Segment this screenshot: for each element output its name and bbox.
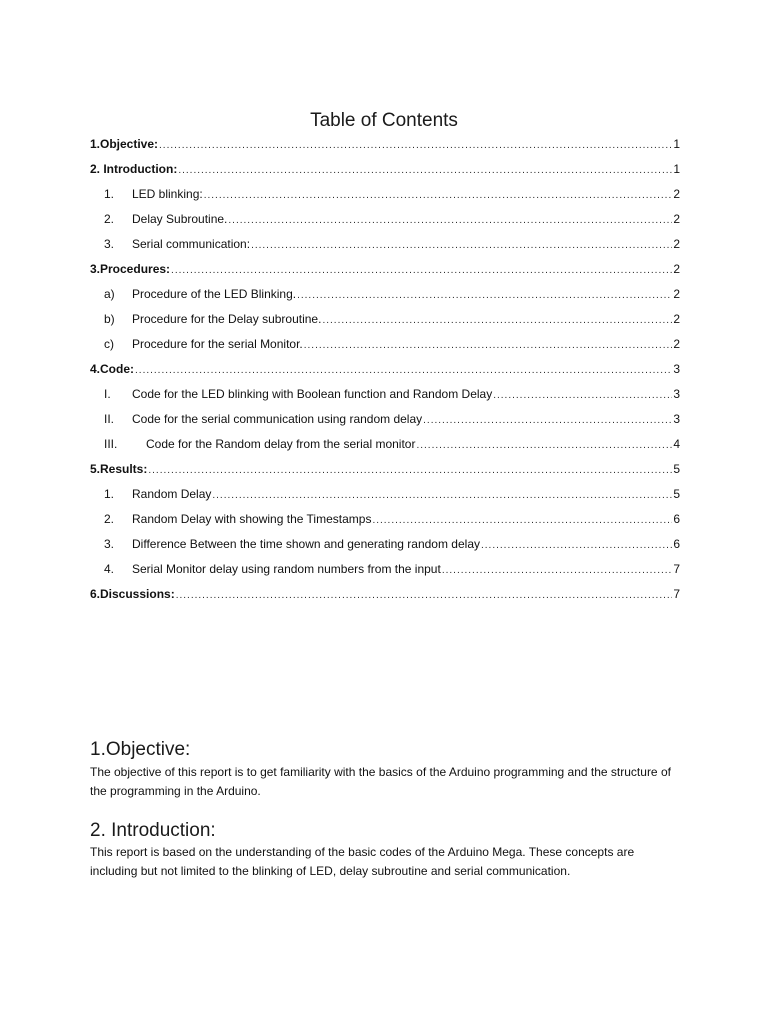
toc-dot-leader [176,583,673,608]
toc-entry-text: 4.Code: [90,362,135,376]
toc-dot-leader [297,283,672,308]
toc-dot-leader [148,458,672,483]
toc-dot-leader [171,258,672,283]
toc-entry-marker: b) [104,312,115,326]
toc-page-number: 2 [673,312,680,326]
toc-dot-leader [204,183,673,208]
toc-page-number: 5 [673,462,680,476]
toc-entry-text: Procedure for the serial Monitor. [132,337,303,351]
toc-entry-marker: 2. [104,212,115,226]
toc-entry-text: Random Delay [132,487,212,501]
toc-entry[interactable] [90,232,680,257]
toc-page-number: 3 [673,387,680,401]
toc-entry[interactable] [90,282,680,307]
toc-entry-text: LED blinking: [132,187,203,201]
toc-list [90,132,680,607]
toc-dot-leader [178,158,672,183]
toc-dot-leader [442,558,672,583]
toc-title: Table of Contents [310,110,458,131]
toc-entry-text: Procedure of the LED Blinking. [132,287,297,301]
toc-entry[interactable] [90,132,680,157]
toc-page-number: 6 [673,512,680,526]
toc-dot-leader [135,358,672,383]
toc-entry-marker: 3. [104,537,115,551]
toc-entry-marker: I. [104,387,111,401]
toc-entry[interactable] [90,307,680,332]
toc-entry[interactable] [90,457,680,482]
toc-entry-marker: II. [104,412,115,426]
toc-entry-marker: 1. [104,187,115,201]
toc-entry[interactable] [90,357,680,382]
toc-page-number: 7 [673,562,680,576]
toc-entry[interactable] [90,532,680,557]
toc-entry-text: Code for the LED blinking with Boolean function and Random Delay [132,387,493,401]
toc-page-number: 1 [673,162,680,176]
toc-entry[interactable] [90,407,680,432]
toc-entry[interactable] [90,332,680,357]
toc-entry-text: 6.Discussions: [90,587,175,601]
toc-page-number: 1 [673,137,680,151]
toc-entry-marker: 1. [104,487,115,501]
toc-page-number: 2 [673,237,680,251]
toc-dot-leader [416,433,672,458]
objective-paragraph: The objective of this report is to get familiarity with the basics of the Arduino programming and the structure of the programming in the Arduino. [90,765,671,798]
toc-page-number: 2 [673,262,680,276]
toc-page-number: 2 [673,337,680,351]
toc-entry[interactable] [90,557,680,582]
toc-entry[interactable] [90,257,680,282]
toc-entry-text: 3.Procedures: [90,262,171,276]
toc-entry[interactable] [90,382,680,407]
toc-dot-leader [251,233,672,258]
toc-entry-marker: III. [104,437,118,451]
objective-heading: 1.Objective: [90,739,191,760]
toc-dot-leader [159,133,672,158]
toc-entry[interactable] [90,432,680,457]
toc-entry-marker: 2. [104,512,115,526]
toc-entry[interactable] [90,582,680,607]
toc-entry-text: Serial communication: [132,237,251,251]
toc-entry-marker: a) [104,287,115,301]
toc-entry[interactable] [90,507,680,532]
toc-page-number: 2 [673,212,680,226]
toc-entry-text: Code for the serial communication using random delay [132,412,423,426]
toc-dot-leader [212,483,672,508]
toc-entry-text: Code for the Random delay from the serial monitor [146,437,416,451]
toc-page-number: 4 [673,437,680,451]
toc-entry-marker: 4. [104,562,115,576]
toc-entry-text: 1.Objective: [90,137,159,151]
toc-entry[interactable] [90,207,680,232]
toc-dot-leader [423,408,672,433]
toc-dot-leader [372,508,672,533]
toc-entry-text: 2. Introduction: [90,162,178,176]
toc-entry-text: Difference Between the time shown and generating random delay [132,537,480,551]
toc-dot-leader [228,208,672,233]
toc-entry-text: Delay Subroutine. [132,212,228,226]
toc-entry[interactable] [90,157,680,182]
toc-entry-text: 5.Results: [90,462,148,476]
toc-entry-text: Procedure for the Delay subroutine. [132,312,322,326]
toc-page-number: 7 [673,587,680,601]
toc-entry[interactable] [90,182,680,207]
toc-dot-leader [304,333,673,358]
toc-page-number: 3 [673,412,680,426]
toc-page-number: 5 [673,487,680,501]
toc-dot-leader [493,383,672,408]
toc-entry-marker: c) [104,337,114,351]
toc-entry-text: Random Delay with showing the Timestamps [132,512,372,526]
toc-entry[interactable] [90,482,680,507]
introduction-heading: 2. Introduction: [90,820,216,841]
toc-dot-leader [322,308,672,333]
toc-entry-marker: 3. [104,237,115,251]
toc-page-number: 2 [673,187,680,201]
toc-page-number: 6 [673,537,680,551]
toc-entry-text: Serial Monitor delay using random numbers from the input [132,562,441,576]
toc-page-number: 2 [673,287,680,301]
toc-page-number: 3 [673,362,680,376]
introduction-paragraph: This report is based on the understanding of the basic codes of the Arduino Mega. These concepts are including but not limited to the blinking of LED, delay subroutine and serial communication. [90,845,635,878]
toc-dot-leader [481,533,672,558]
